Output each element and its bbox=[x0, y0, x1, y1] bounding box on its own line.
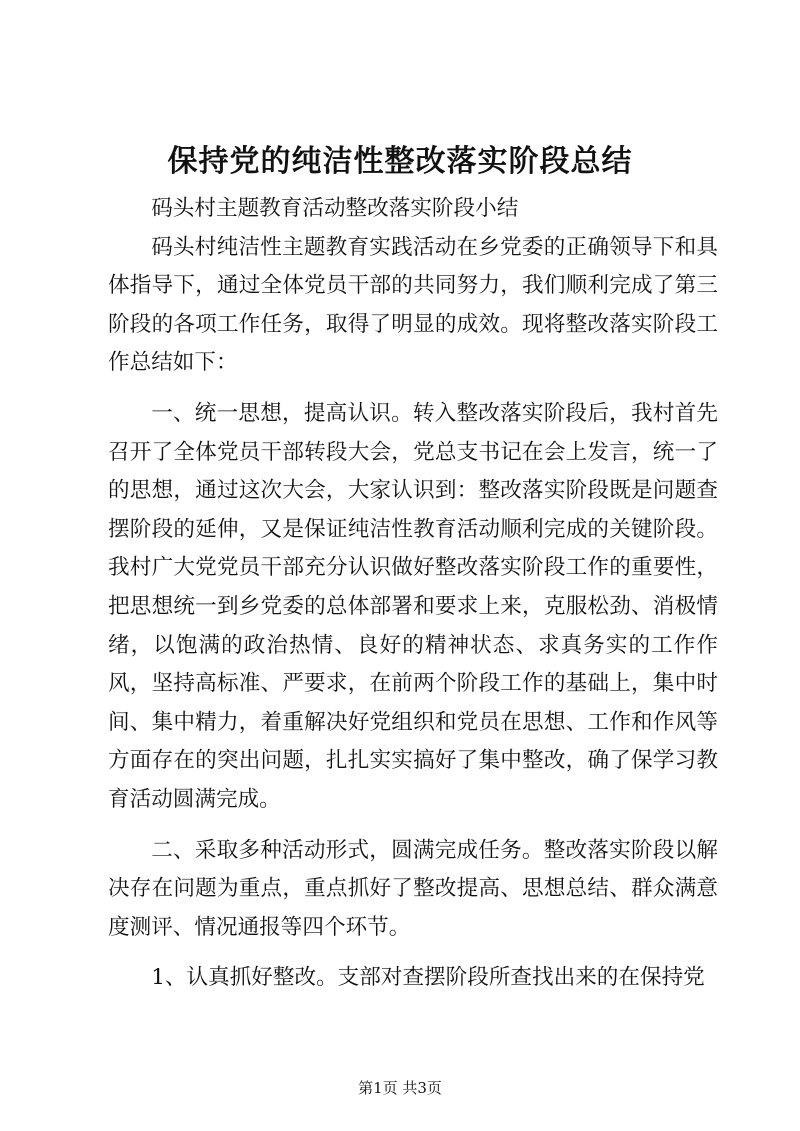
paragraph-intro: 码头村纯洁性主题教育实践活动在乡党委的正确领导下和具体指导下，通过全体党员干部的共同努力，我们顺利完成了第三阶段的各项工作任务，取得了明显的成效。现将整改落实阶段工作总结如下： bbox=[108, 234, 718, 376]
page-number-footer: 第1页 共3页 bbox=[358, 1079, 442, 1097]
document-title: 保持党的纯洁性整改落实阶段总结 bbox=[167, 144, 633, 179]
document-subtitle: 码头村主题教育活动整改落实阶段小结 bbox=[151, 196, 519, 221]
paragraph-section-1: 一、统一思想，提高认识。转入整改落实阶段后，我村首先召开了全体党员干部转段大会，党总支书记在会上发言，统一了的思想，通过这次大会，大家认识到：整改落实阶段既是问题查摆阶段的延伸，又是保证纯洁性教育活动顺利完成的关键阶段。我村广大党党员干部充分认识做好整改落实阶段工作的重要性，把思想统一到乡党委的总体部署和要求上来，克服松劲、消极情绪，以饱满的政治热情、良好的精神状态、求真务实的工作作风，坚持高标准、严要求，在前两个阶段工作的基础上，集中时间、集中精力，着重解决好党组织和党员在思想、工作和作风等方面存在的突出问题，扎扎实实搞好了集中整改，确了保学习教育活动圆满完成。 bbox=[108, 400, 718, 812]
paragraph-item-1: 1、认真抓好整改。支部对查摆阶段所查找出来的在保持党 bbox=[151, 965, 705, 991]
paragraph-section-2: 二、采取多种活动形式，圆满完成任务。整改落实阶段以解决存在问题为重点，重点抓好了整改提高、思想总结、群众满意度测评、情况通报等四个环节。 bbox=[108, 837, 718, 940]
document-body bbox=[108, 190, 718, 998]
